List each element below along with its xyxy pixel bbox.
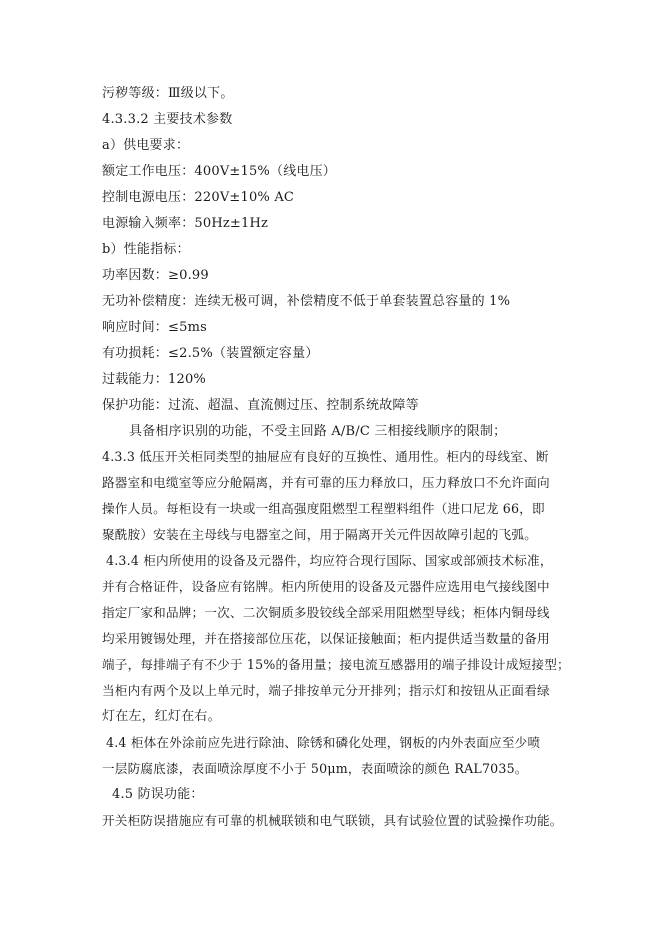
paragraph-line: 一层防腐底漆，表面喷涂厚度不小于 50μm，表面喷涂的颜色 RAL7035。 [102, 761, 528, 776]
paragraph-line: 聚酰胺）安装在主母线与电器室之间，用于隔离开关元件因故障引起的飞弧。 [102, 527, 537, 542]
paragraph-line: 4.3.3 低压开关柜同类型的抽屉应有良好的互换性、通用性。柜内的母线室、断 [102, 449, 549, 464]
text-line: 有功损耗：≤2.5%（装置额定容量） [102, 346, 319, 361]
paragraph-line: 均采用镀锡处理，并在搭接部位压花，以保证接触面；柜内提供适当数量的备用 [102, 631, 550, 646]
text-line: 具备相序识别的功能，不受主回路 A/B/C 三相接线顺序的限制； [129, 424, 507, 439]
paragraph-line: 指定厂家和品牌；一次、二次铜质多股铰线全部采用阻燃型导线；柜体内铜母线 [102, 605, 550, 620]
paragraph-line: 开关柜防误措施应有可靠的机械联锁和电气联锁，具有试验位置的试验操作功能。 [102, 813, 563, 828]
text-line: 电源输入频率：50Hz±1Hz [102, 216, 269, 231]
text-line: 无功补偿精度：连续无极可调，补偿精度不低于单套装置总容量的 1% [102, 294, 511, 309]
paragraph-line: 端子，每排端子有不少于 15%的备用量；接电流互感器用的端子排设计成短接型； [102, 657, 570, 672]
text-line: 污秽等级：Ⅲ级以下。 [102, 86, 234, 101]
paragraph-line: 当柜内有两个及以上单元时，端子排按单元分开排列；指示灯和按钮从正面看绿 [102, 683, 550, 698]
section-heading: 4.5 防误功能： [112, 787, 204, 802]
text-line: 功率因数：≥0.99 [102, 268, 209, 283]
text-line: 额定工作电压：400V±15%（线电压） [102, 164, 336, 179]
paragraph-line: 操作人员。每柜设有一块或一组高强度阻燃型工程塑料组件（进口尼龙 66，即 [102, 501, 545, 516]
text-line: 过载能力：120% [102, 372, 206, 387]
text-line: 保护功能：过流、超温、直流侧过压、控制系统故障等 [102, 398, 419, 413]
paragraph-line: 4.3.4 柜内所使用的设备及元器件，均应符合现行国际、国家或部颁技术标准， [106, 553, 553, 568]
text-line: b）性能指标： [102, 242, 190, 257]
paragraph-line: 路器室和电缆室等应分舱隔离，并有可靠的压力释放口，压力释放口不允许面向 [102, 475, 550, 490]
text-line: 控制电源电压：220V±10% AC [102, 190, 295, 205]
section-heading: 4.3.3.2 主要技术参数 [102, 112, 233, 127]
paragraph-line: 4.4 柜体在外涂前应先进行除油、除锈和磷化处理，钢板的内外表面应至少喷 [106, 735, 541, 750]
paragraph-line: 并有合格证件，设备应有铭牌。柜内所使用的设备及元器件应选用电气接线图中 [102, 579, 550, 594]
text-line: a）供电要求： [102, 138, 190, 153]
text-line: 响应时间：≤5ms [102, 320, 207, 335]
paragraph-line: 灯在左，红灯在右。 [102, 709, 221, 724]
